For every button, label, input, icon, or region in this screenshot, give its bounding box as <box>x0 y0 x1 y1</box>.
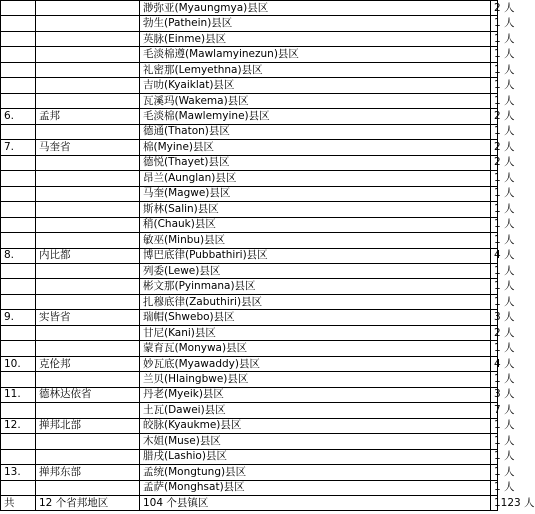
table-row <box>1 217 498 232</box>
district-cell: 列委(Lewe)县区 <box>140 263 491 278</box>
table-row <box>1 78 498 93</box>
district-cell: 吉叻(Kyaiklat)县区 <box>140 78 491 93</box>
count-cell: 1 人 <box>491 294 498 309</box>
state-cell <box>36 403 140 418</box>
state-cell: 克伦邦 <box>36 356 140 371</box>
state-cell <box>36 78 140 93</box>
state-cell <box>36 16 140 31</box>
state-cell: 孟邦 <box>36 109 140 124</box>
count-cell: 1 人 <box>491 372 498 387</box>
district-cell: 彬文那(Pyinmana)县区 <box>140 279 491 294</box>
district-cell: 马奎(Magwe)县区 <box>140 186 491 201</box>
count-cell: 1 人 <box>491 263 498 278</box>
district-cell: 甘尼(Kani)县区 <box>140 325 491 340</box>
district-cell: 孟统(Mongtung)县区 <box>140 465 491 480</box>
total-row <box>1 496 498 511</box>
row-number-cell <box>1 217 36 232</box>
state-cell <box>36 124 140 139</box>
row-number-cell: 13. <box>1 465 36 480</box>
district-cell: 瓦溪玛(Wakema)县区 <box>140 93 491 108</box>
district-cell: 稍(Chauk)县区 <box>140 217 491 232</box>
row-number-cell <box>1 279 36 294</box>
row-number-cell <box>1 93 36 108</box>
table-row <box>1 449 498 464</box>
district-cell: 丹老(Myeik)县区 <box>140 387 491 402</box>
count-cell: 1 人 <box>491 480 498 495</box>
state-cell <box>36 325 140 340</box>
state-cell <box>36 1 140 16</box>
table-row <box>1 263 498 278</box>
table-row <box>1 140 498 155</box>
row-number-cell <box>1 31 36 46</box>
row-number-cell <box>1 403 36 418</box>
row-number-cell: 12. <box>1 418 36 433</box>
count-cell: 1 人 <box>491 418 498 433</box>
table-row <box>1 418 498 433</box>
count-cell: 1 人 <box>491 31 498 46</box>
count-cell: 1 人 <box>491 62 498 77</box>
row-number-cell <box>1 434 36 449</box>
district-cell: 妙瓦底(Myawaddy)县区 <box>140 356 491 371</box>
district-cell: 孟萨(Monghsat)县区 <box>140 480 491 495</box>
district-cell: 腊戌(Lashio)县区 <box>140 449 491 464</box>
district-cell: 昂兰(Aunglan)县区 <box>140 171 491 186</box>
state-cell <box>36 171 140 186</box>
row-number-cell: 10. <box>1 356 36 371</box>
count-cell: 1 人 <box>491 449 498 464</box>
state-cell <box>36 341 140 356</box>
district-cell: 礼密那(Lemyethna)县区 <box>140 62 491 77</box>
count-cell: 1 人 <box>491 465 498 480</box>
table-row <box>1 93 498 108</box>
table-row <box>1 1 498 16</box>
row-number-cell <box>1 16 36 31</box>
row-number-cell <box>1 325 36 340</box>
count-cell: 1 人 <box>491 171 498 186</box>
count-cell: 1 人 <box>491 186 498 201</box>
state-cell <box>36 47 140 62</box>
row-number-cell <box>1 1 36 16</box>
count-cell: 1 人 <box>491 202 498 217</box>
state-cell <box>36 233 140 248</box>
state-cell <box>36 372 140 387</box>
district-cell: 敏巫(Minbu)县区 <box>140 233 491 248</box>
count-cell: 1 人 <box>491 341 498 356</box>
count-cell: 3 人 <box>491 387 498 402</box>
row-number-cell <box>1 47 36 62</box>
table-row <box>1 465 498 480</box>
state-cell <box>36 217 140 232</box>
district-cell: 德悦(Thayet)县区 <box>140 155 491 170</box>
count-cell: 2 人 <box>491 1 498 16</box>
state-cell <box>36 263 140 278</box>
row-number-cell <box>1 480 36 495</box>
table-row <box>1 356 498 371</box>
table-row <box>1 171 498 186</box>
table-row <box>1 279 498 294</box>
row-number-cell <box>1 372 36 387</box>
row-number-cell <box>1 186 36 201</box>
table-row <box>1 109 498 124</box>
table-row <box>1 16 498 31</box>
count-cell: 1 人 <box>491 279 498 294</box>
state-cell: 马奎省 <box>36 140 140 155</box>
table-row <box>1 434 498 449</box>
count-cell: 1123 人 <box>491 496 498 511</box>
table-row <box>1 31 498 46</box>
table-row <box>1 372 498 387</box>
district-cell: 瑞帽(Shwebo)县区 <box>140 310 491 325</box>
table-row <box>1 294 498 309</box>
row-number-cell <box>1 294 36 309</box>
row-number-cell: 共 <box>1 496 36 511</box>
state-cell <box>36 434 140 449</box>
district-cell: 兰贝(Hlaingbwe)县区 <box>140 372 491 387</box>
district-cell: 渺弥亚(Myaungmya)县区 <box>140 1 491 16</box>
table-row <box>1 248 498 263</box>
row-number-cell <box>1 341 36 356</box>
row-number-cell <box>1 263 36 278</box>
table-row <box>1 233 498 248</box>
table-row <box>1 403 498 418</box>
table-row <box>1 202 498 217</box>
row-number-cell: 7. <box>1 140 36 155</box>
row-number-cell <box>1 155 36 170</box>
district-cell: 104 个县镇区 <box>140 496 491 511</box>
count-cell: 1 人 <box>491 434 498 449</box>
row-number-cell <box>1 78 36 93</box>
row-number-cell <box>1 449 36 464</box>
district-cell: 土瓦(Dawei)县区 <box>140 403 491 418</box>
district-cell: 德通(Thaton)县区 <box>140 124 491 139</box>
district-cell: 皎脉(Kyaukme)县区 <box>140 418 491 433</box>
table-row <box>1 310 498 325</box>
district-cell: 蒙育瓦(Monywa)县区 <box>140 341 491 356</box>
table-row <box>1 155 498 170</box>
state-cell <box>36 93 140 108</box>
state-cell: 掸邦北部 <box>36 418 140 433</box>
state-cell <box>36 480 140 495</box>
state-cell <box>36 449 140 464</box>
count-cell: 1 人 <box>491 78 498 93</box>
table-row <box>1 387 498 402</box>
table-row <box>1 186 498 201</box>
count-cell: 2 人 <box>491 140 498 155</box>
table-row <box>1 124 498 139</box>
state-cell: 德林达依省 <box>36 387 140 402</box>
table-row <box>1 47 498 62</box>
row-number-cell <box>1 62 36 77</box>
table-row <box>1 341 498 356</box>
district-table-body <box>1 1 535 511</box>
count-cell: 4 人 <box>491 248 498 263</box>
count-cell: 3 人 <box>491 310 498 325</box>
table-row <box>1 62 498 77</box>
row-number-cell: 8. <box>1 248 36 263</box>
state-cell <box>36 279 140 294</box>
row-number-cell <box>1 124 36 139</box>
table-row <box>1 480 498 495</box>
count-cell: 1 人 <box>491 93 498 108</box>
count-cell: 2 人 <box>491 155 498 170</box>
district-cell: 英脉(Einme)县区 <box>140 31 491 46</box>
count-cell: 1 人 <box>491 47 498 62</box>
row-number-cell <box>1 171 36 186</box>
count-cell: 1 人 <box>491 16 498 31</box>
count-cell: 2 人 <box>491 325 498 340</box>
state-cell <box>36 31 140 46</box>
district-cell: 勃生(Pathein)县区 <box>140 16 491 31</box>
row-number-cell <box>1 233 36 248</box>
table-row <box>1 325 498 340</box>
state-cell <box>36 202 140 217</box>
state-cell <box>36 294 140 309</box>
count-cell: 1 人 <box>491 217 498 232</box>
row-number-cell <box>1 202 36 217</box>
row-number-cell: 6. <box>1 109 36 124</box>
count-cell: 4 人 <box>491 356 498 371</box>
district-cell: 扎穆底律(Zabuthiri)县区 <box>140 294 491 309</box>
state-cell: 12 个省邦地区 <box>36 496 140 511</box>
district-cell: 博巴底律(Pubbathiri)县区 <box>140 248 491 263</box>
state-cell <box>36 155 140 170</box>
count-cell: 1 人 <box>491 233 498 248</box>
row-number-cell: 9. <box>1 310 36 325</box>
count-cell: 2 人 <box>491 109 498 124</box>
district-cell: 毛淡棉(Mawlemyine)县区 <box>140 109 491 124</box>
district-cell: 木姐(Muse)县区 <box>140 434 491 449</box>
district-cell: 斯林(Salin)县区 <box>140 202 491 217</box>
count-cell: 7 人 <box>491 403 498 418</box>
state-cell <box>36 186 140 201</box>
state-cell: 掸邦东部 <box>36 465 140 480</box>
state-cell: 内比都 <box>36 248 140 263</box>
district-cell: 棉(Myine)县区 <box>140 140 491 155</box>
district-cell: 毛淡棉遵(Mawlamyinezun)县区 <box>140 47 491 62</box>
count-cell: 1 人 <box>491 124 498 139</box>
state-cell: 实皆省 <box>36 310 140 325</box>
state-cell <box>36 62 140 77</box>
row-number-cell: 11. <box>1 387 36 402</box>
